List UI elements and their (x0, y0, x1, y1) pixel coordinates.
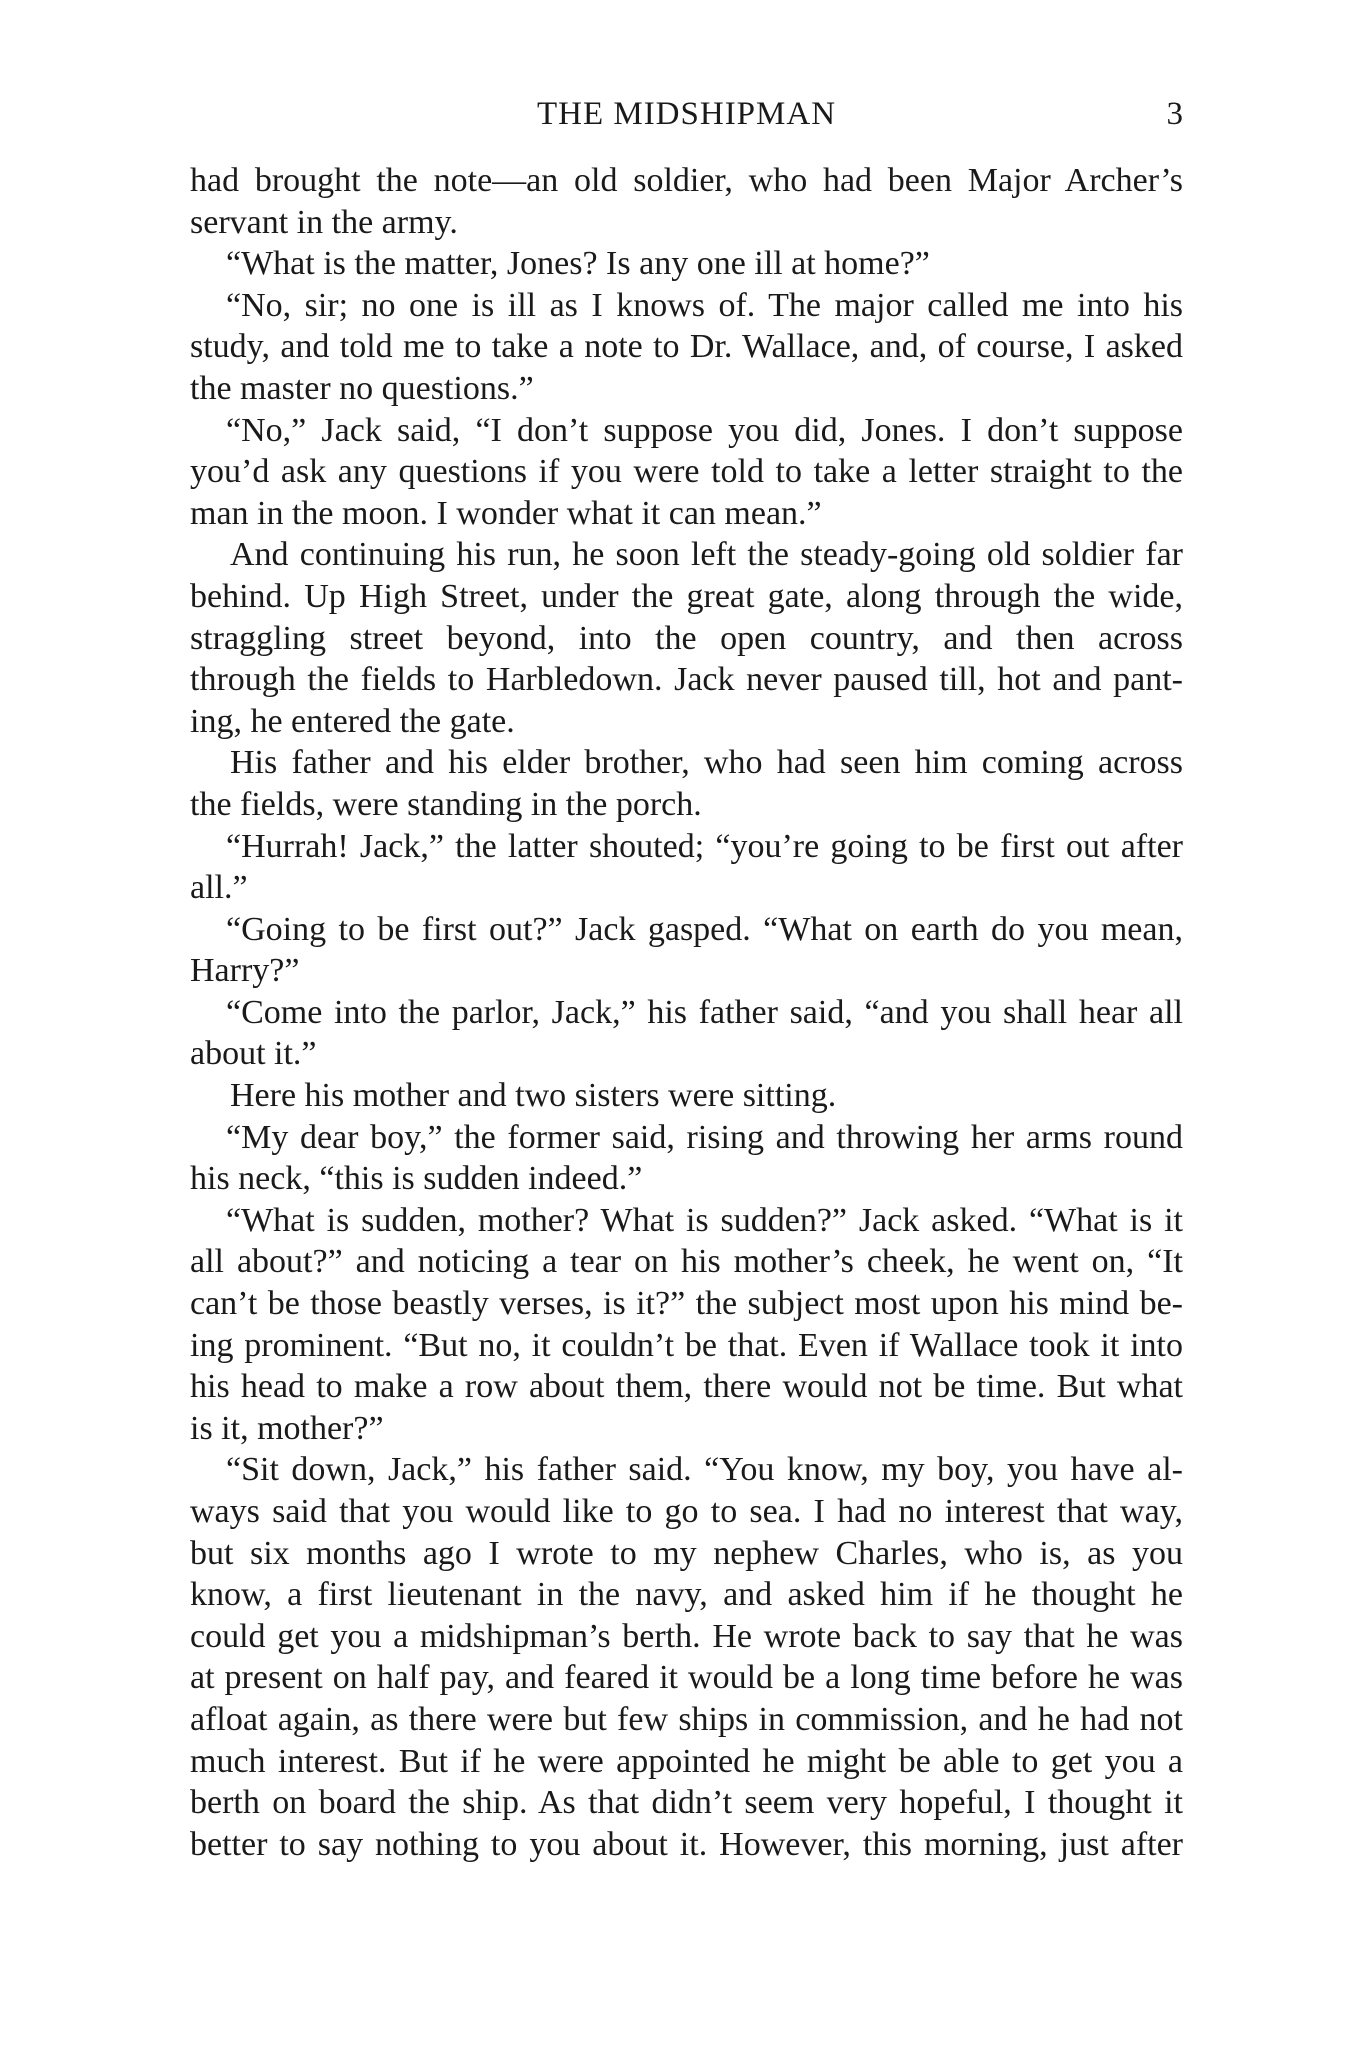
text-line: know, a first lieutenant in the navy, and asked him if he thought he (190, 1576, 1183, 1614)
text-line: “What is the matter, Jones? Is any one ill at home?” (226, 245, 930, 283)
text-line: “Sit down, Jack,” his father said. “You know, my boy, you have al- (226, 1451, 1183, 1489)
text-line: all about?” and noticing a tear on his mother’s cheek, he went on, “It (190, 1243, 1183, 1281)
text-line: “No, sir; no one is ill as I knows of. The major called me into his (226, 286, 1183, 324)
text-line: much interest. But if he were appointed he might be able to get you a (190, 1742, 1183, 1780)
text-line: His father and his elder brother, who had seen him coming across (230, 744, 1183, 782)
page-number: 3 (1166, 96, 1183, 132)
text-line: could get you a midshipman’s berth. He wrote back to say that he was (190, 1617, 1183, 1655)
text-line: “What is sudden, mother? What is sudden?” Jack asked. “What is it (226, 1201, 1183, 1239)
text-line: the master no questions.” (190, 369, 534, 407)
text-line: ways said that you would like to go to sea. I had no interest that way, (190, 1493, 1183, 1530)
text-line: but six months ago I wrote to my nephew Charles, who is, as you (190, 1534, 1183, 1572)
text-line: study, and told me to take a note to Dr. Wallace, and, of course, I asked (190, 328, 1183, 366)
text-line: is it, mother?” (190, 1409, 384, 1447)
text-line: can’t be those beastly verses, is it?” the subject most upon his mind be- (190, 1285, 1183, 1323)
text-line: the fields, were standing in the porch. (190, 785, 702, 823)
text-line: “My dear boy,” the former said, rising and throwing her arms round (226, 1118, 1183, 1156)
text-line: had brought the note—an old soldier, who had been Major Archer’s (190, 162, 1183, 199)
text-line: ing prominent. “But no, it couldn’t be that. Even if Wallace took it into (190, 1326, 1183, 1364)
text-line: servant in the army. (190, 203, 458, 241)
text-line: behind. Up High Street, under the great gate, along through the wide, (190, 577, 1183, 615)
text-line: berth on board the ship. As that didn’t seem very hopeful, I thought it (190, 1784, 1183, 1822)
text-line: And continuing his run, he soon left the steady-going old soldier far (230, 536, 1183, 574)
running-head (190, 92, 1183, 136)
text-line: you’d ask any questions if you were told to take a letter straight to the (190, 453, 1183, 491)
text-line: through the fields to Harbledown. Jack never paused till, hot and pant- (190, 661, 1183, 699)
text-line: his head to make a row about them, there would not be time. But what (190, 1368, 1183, 1406)
text-line: about it.” (190, 1035, 317, 1073)
text-line: all.” (190, 869, 248, 907)
text-line: “Going to be first out?” Jack gasped. “What on earth do you mean, (226, 910, 1183, 948)
text-line: afloat again, as there were but few ships in commission, and he had not (190, 1700, 1183, 1738)
text-line: “No,” Jack said, “I don’t suppose you did, Jones. I don’t suppose (226, 411, 1183, 449)
text-line: straggling street beyond, into the open country, and then across (190, 619, 1183, 657)
text-line: ing, he entered the gate. (190, 702, 515, 740)
text-line: his neck, “this is sudden indeed.” (190, 1160, 643, 1198)
text-line: at present on half pay, and feared it would be a long time before he was (190, 1659, 1183, 1697)
text-line: man in the moon. I wonder what it can mean.” (190, 494, 822, 532)
running-title: THE MIDSHIPMAN (536, 96, 837, 132)
text-line: Here his mother and two sisters were sitting. (230, 1077, 837, 1115)
text-line: better to say nothing to you about it. However, this morning, just after (190, 1825, 1183, 1863)
text-line: Harry?” (190, 952, 300, 990)
text-line: “Hurrah! Jack,” the latter shouted; “you’re going to be first out after (226, 827, 1183, 865)
body-text (190, 160, 1183, 1865)
text-line: “Come into the parlor, Jack,” his father said, “and you shall hear all (226, 993, 1183, 1031)
